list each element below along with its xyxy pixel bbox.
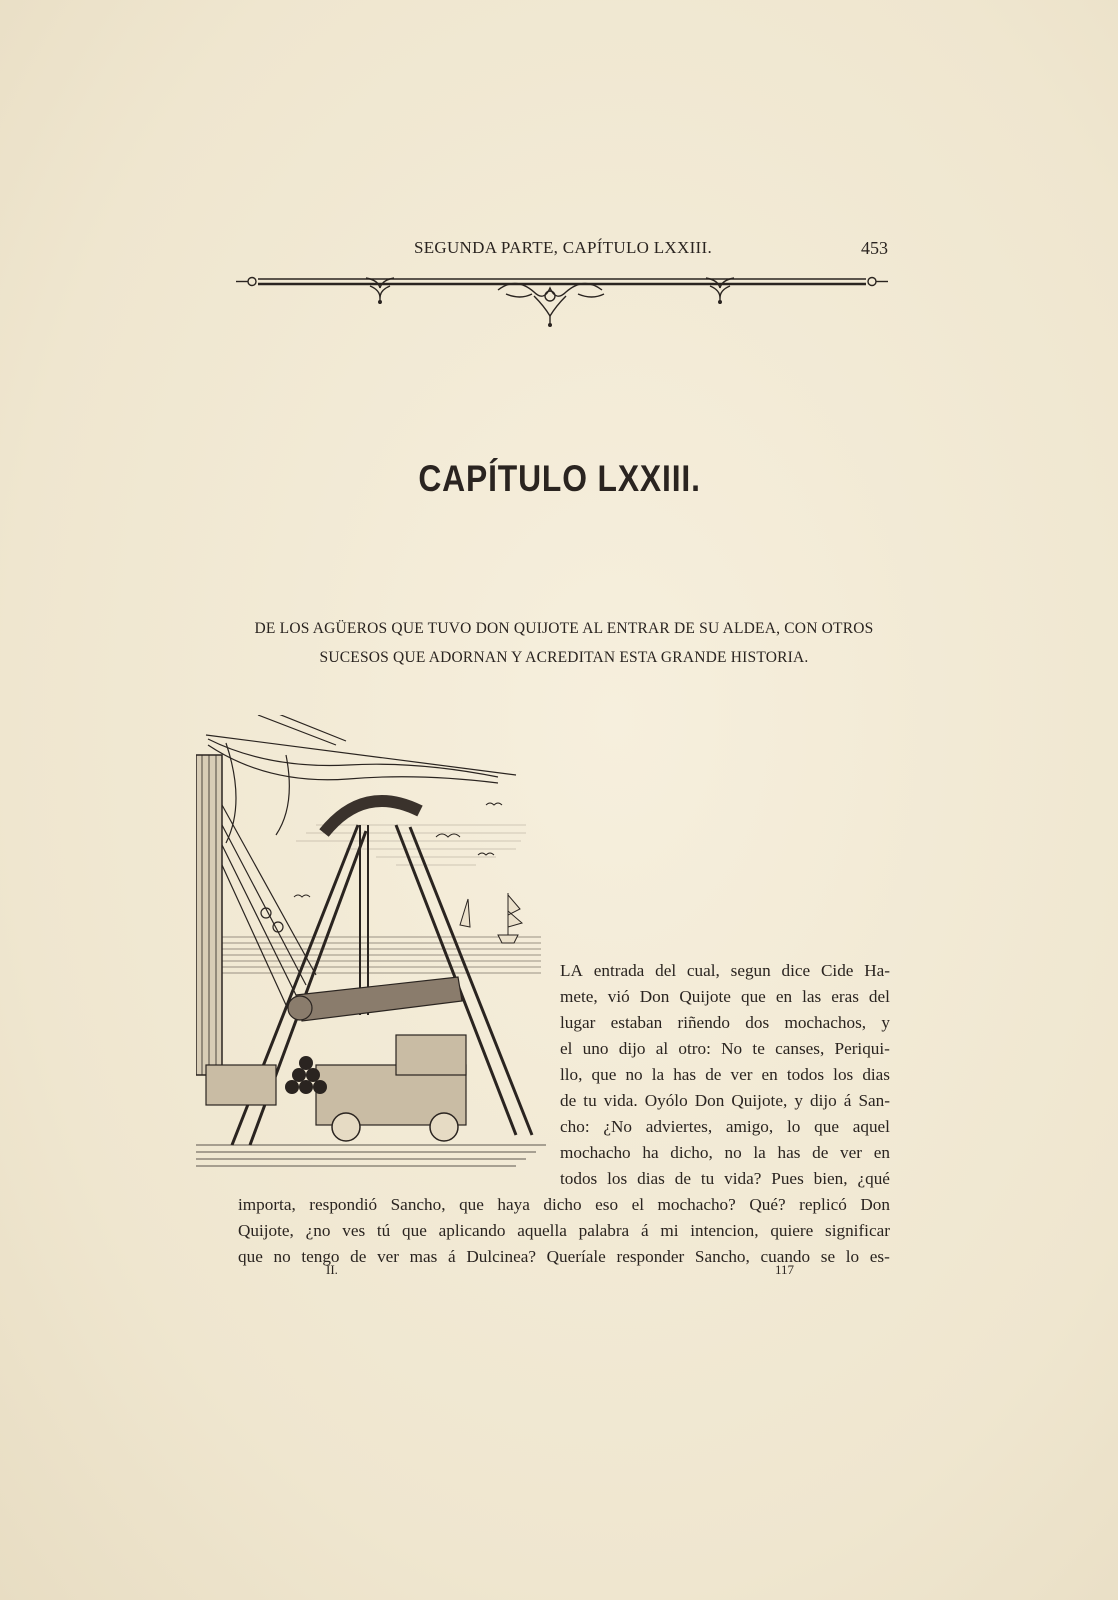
word: ves: [342, 1221, 366, 1240]
word: á: [448, 1247, 456, 1266]
subtitle-line: SUCESOS QUE ADORNAN Y ACREDITAN ESTA GRANDE HISTORIA.: [319, 649, 809, 666]
word: ¿No: [603, 1117, 633, 1136]
word: Sancho,: [694, 1247, 750, 1266]
word: Periqui-: [834, 1039, 890, 1058]
word: entrada: [593, 961, 645, 980]
word: de: [350, 1247, 367, 1266]
running-head: [238, 238, 888, 268]
subtitle-line: DE LOS AGÜEROS QUE TUVO DON QUIJOTE AL ENTRAR DE SU ALDEA, CON OTROS: [254, 620, 874, 637]
word: segun: [730, 961, 771, 980]
word: tú: [376, 1221, 391, 1240]
word: dijo: [809, 1091, 837, 1110]
word: Sancho,: [390, 1195, 446, 1214]
word: tu: [583, 1091, 597, 1110]
word: del: [868, 987, 890, 1006]
word: eras: [831, 987, 859, 1006]
word: Queríale: [546, 1247, 606, 1266]
leaf-number: 117: [775, 1262, 795, 1277]
text-line: [560, 1010, 890, 1036]
word: lugar: [560, 1013, 596, 1032]
word: Oyólo: [644, 1091, 688, 1110]
word: no: [273, 1247, 291, 1266]
word: no: [724, 1143, 742, 1162]
word: que: [238, 1247, 263, 1266]
text-line: [560, 1114, 890, 1140]
word: aquella: [517, 1221, 567, 1240]
word: Dulcinea?: [466, 1247, 536, 1266]
word: replicó: [799, 1195, 847, 1214]
text-line: [560, 1036, 890, 1062]
word: que: [591, 1065, 617, 1084]
word: que: [402, 1221, 427, 1240]
word: Don: [860, 1195, 890, 1214]
word: llo,: [560, 1065, 583, 1084]
word: dicho,: [670, 1143, 713, 1162]
word: has: [673, 1065, 697, 1084]
word: tu: [700, 1169, 715, 1188]
word: importa,: [238, 1195, 296, 1214]
word: cuando: [760, 1247, 811, 1266]
word: el: [631, 1195, 644, 1214]
text-line: [238, 1192, 890, 1218]
word: lo: [845, 1247, 860, 1266]
word: de: [705, 1065, 722, 1084]
word: las: [802, 987, 822, 1006]
word: que: [740, 987, 766, 1006]
word: dias: [637, 1169, 665, 1188]
word: todos: [786, 1065, 825, 1084]
word: tengo: [301, 1247, 340, 1266]
word: Qué?: [749, 1195, 786, 1214]
word: el: [560, 1039, 573, 1058]
word: mochacho?: [657, 1195, 736, 1214]
word: Quijote: [679, 987, 731, 1006]
word: te: [752, 1039, 765, 1058]
running-title: SEGUNDA PARTE, CAPÍTULO LXXIII.: [413, 238, 713, 257]
word: mete,: [560, 987, 598, 1006]
word: quiere: [770, 1221, 814, 1240]
word: Quijote,: [238, 1221, 294, 1240]
page-number: 453: [861, 238, 888, 258]
word: mi: [660, 1221, 679, 1240]
word: en: [761, 1065, 778, 1084]
word: canses,: [775, 1039, 825, 1058]
word: ver: [840, 1143, 862, 1162]
word: lo: [786, 1117, 801, 1136]
word: que: [814, 1117, 839, 1136]
word: en: [873, 1143, 890, 1162]
word: Don: [639, 987, 670, 1006]
word: intencion,: [690, 1221, 759, 1240]
word: de: [560, 1091, 577, 1110]
word: á: [843, 1091, 852, 1110]
text-line: [560, 984, 890, 1010]
word: á: [640, 1221, 649, 1240]
text-line: [560, 1088, 890, 1114]
word: respondió: [309, 1195, 378, 1214]
word: responder: [616, 1247, 685, 1266]
word: al: [655, 1039, 669, 1058]
header-ornament-rule: [236, 272, 888, 328]
word: los: [833, 1065, 854, 1084]
chapter-subtitle: [238, 614, 890, 672]
word: los: [607, 1169, 628, 1188]
word: aplicando: [438, 1221, 506, 1240]
word: eso: [595, 1195, 619, 1214]
word: la: [753, 1143, 766, 1162]
word: San-: [858, 1091, 890, 1110]
word: en: [775, 987, 793, 1006]
text-line: [560, 1140, 890, 1166]
word: Ha-: [864, 961, 890, 980]
word: has: [777, 1143, 801, 1162]
text-line: [560, 1166, 890, 1192]
word: No: [721, 1039, 743, 1058]
word: otro:: [678, 1039, 711, 1058]
word: que: [459, 1195, 484, 1214]
word: vió: [607, 987, 630, 1006]
word: ver: [730, 1065, 753, 1084]
chapter-title: CAPÍTULO LXXIII.: [418, 458, 701, 499]
word: cual,: [686, 961, 720, 980]
word: amigo,: [725, 1117, 774, 1136]
word: de: [674, 1169, 691, 1188]
word: ha: [642, 1143, 659, 1162]
word: del: [655, 961, 677, 980]
word: es-: [869, 1247, 890, 1266]
word: dicho: [543, 1195, 582, 1214]
word: la: [651, 1065, 665, 1084]
word: aquel: [852, 1117, 890, 1136]
word: ¿qué: [857, 1169, 890, 1188]
word: y: [794, 1091, 803, 1110]
word: mas: [409, 1247, 438, 1266]
word: todos: [560, 1169, 598, 1188]
word: dijo: [618, 1039, 646, 1058]
word: no: [625, 1065, 643, 1084]
word: bien,: [813, 1169, 848, 1188]
word: LA: [560, 961, 583, 980]
word: vida.: [603, 1091, 638, 1110]
word: se: [820, 1247, 836, 1266]
word: cho:: [560, 1117, 590, 1136]
word: adviertes,: [645, 1117, 713, 1136]
word: haya: [497, 1195, 530, 1214]
word: de: [812, 1143, 829, 1162]
text-line: [238, 1218, 890, 1244]
signature-mark: II.: [326, 1262, 338, 1277]
word: vida?: [724, 1169, 762, 1188]
word: significar: [825, 1221, 890, 1240]
text-line: [560, 958, 890, 984]
word: dice: [781, 961, 811, 980]
word: ver: [377, 1247, 400, 1266]
word: Cide: [820, 961, 854, 980]
word: Quijote,: [731, 1091, 788, 1110]
page-footer: [238, 1262, 890, 1282]
body-text: [238, 958, 890, 1270]
word: mochachos,: [784, 1013, 867, 1032]
word: dias: [862, 1065, 890, 1084]
word: riñendo: [677, 1013, 730, 1032]
text-line: [560, 1062, 890, 1088]
word: y: [881, 1013, 890, 1032]
word: estaban: [610, 1013, 663, 1032]
word: uno: [582, 1039, 609, 1058]
word: Pues: [771, 1169, 804, 1188]
word: Don: [694, 1091, 725, 1110]
word: mochacho: [560, 1143, 631, 1162]
word: palabra: [578, 1221, 630, 1240]
word: dos: [745, 1013, 770, 1032]
word: ¿no: [305, 1221, 331, 1240]
